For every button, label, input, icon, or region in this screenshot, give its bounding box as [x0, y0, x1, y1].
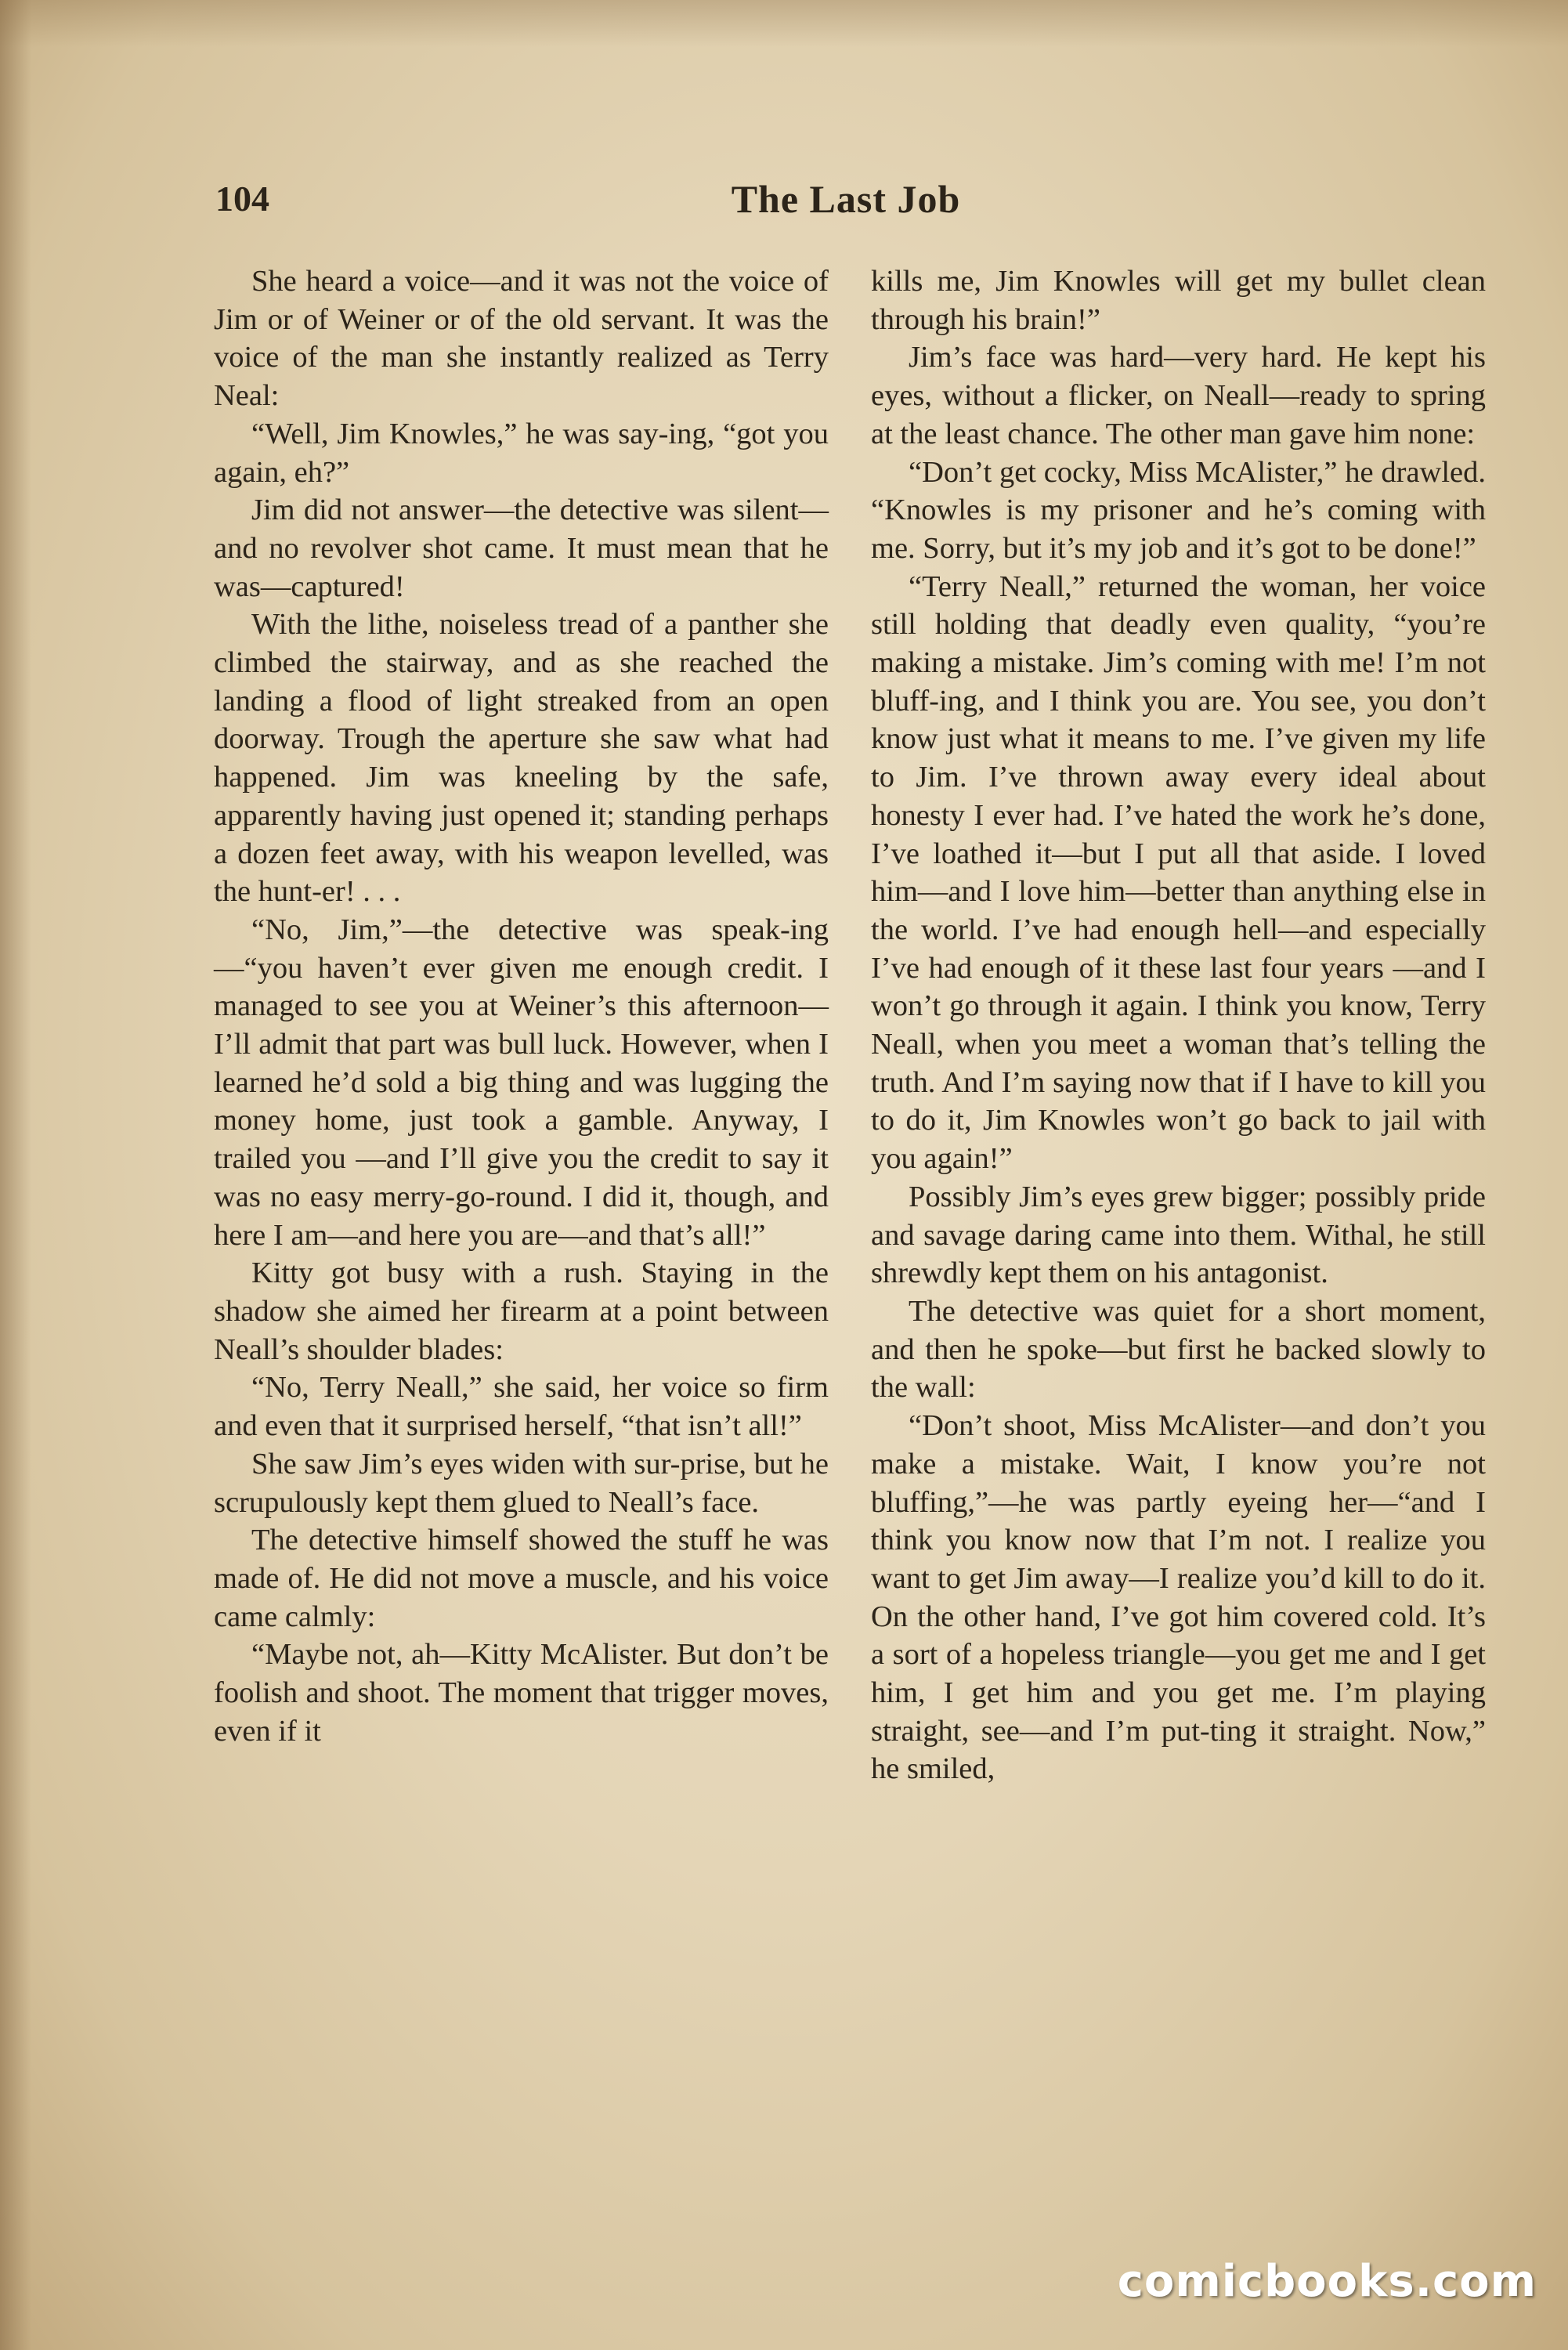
running-header — [215, 168, 1476, 230]
paragraph: The detective was quiet for a short moment, and then he spoke—but first he backed slowly to the wall: — [871, 1294, 1486, 1405]
left-text-column — [214, 262, 829, 1750]
paragraph: “Don’t shoot, Miss McAlister—and don’t you make a mistake. Wait, I know you’re not bluffing,”—he was partly eyeing her—“and I think you know now that I’m not. I realize you want to get Jim away—I realize you’d kill to do it. On the other hand, I’ve got him covered cold. It’s a sort of a hopeless triangle—you get me and I get him, I get him and you get me. I’m playing straight, see—and I’m put-ting it straight. Now,” he smiled, — [871, 1409, 1486, 1786]
paragraph: “No, Terry Neall,” she said, her voice so firm and even that it surprised herself, “that isn’t all!” — [214, 1371, 829, 1443]
paragraph: Jim did not answer—the detective was silent—and no revolver shot came. It must mean that he was—captured! — [214, 494, 829, 603]
page-number: 104 — [215, 179, 269, 219]
paragraph: “Don’t get cocky, Miss McAlister,” he drawled. “Knowles is my prisoner and he’s coming with me. Sorry, but it’s my job and it’s got to be done!” — [871, 455, 1486, 565]
paragraph: “Terry Neall,” returned the woman, her voice still holding that deadly even quality, “you’re making a mistake. Jim’s coming with me! I’m not bluff-ing, and I think you are. You see, you don’t know just what it means to me. I’ve given my life to Jim. I’ve thrown away every ideal about honesty I ever had. I’ve hated the work he’s done, I’ve loathed it—but I put all that aside. I loved him—and I love him—better than anything else in the world. I’ve had enough hell—and especially I’ve had enough of it these last four years —and I won’t go through it again. I think you know, Terry Neall, when you meet a woman that’s telling the truth. And I’m saying now that if I have to kill you to do it, Jim Knowles won’t go back to jail with you again!” — [871, 569, 1486, 1176]
paragraph: With the lithe, noiseless tread of a panther she climbed the stairway, and as she reached the landing a flood of light streaked from an open doorway. Trough the aperture she saw what had happened. Jim was kneeling by the safe, apparently having just opened it; standing perhaps a dozen feet away, with his weapon levelled, was the hunt-er! . . . — [214, 608, 829, 909]
paragraph: Kitty got busy with a rush. Staying in the shadow she aimed her firearm at a point between Neall’s shoulder blades: — [214, 1256, 829, 1366]
paragraph: “No, Jim,”—the detective was speak-ing—“you haven’t ever given me enough credit. I managed to see you at Weiner’s this afternoon—I’ll admit that part was bull luck. However, when I learned he’d sold a big thing and was lugging the money home, just took a gamble. Anyway, I trailed you —and I’ll give you the credit to say it was no easy merry-go-round. I did it, though, and here I am—and here you are—and that’s all!” — [214, 913, 829, 1252]
running-title: The Last Job — [731, 177, 961, 221]
paragraph: “Maybe not, ah—Kitty McAlister. But don’t be foolish and shoot. The moment that trigger moves, even if it — [214, 1638, 829, 1748]
paragraph-continued: kills me, Jim Knowles will get my bullet clean through his brain!” — [871, 265, 1486, 336]
paragraph: She heard a voice—and it was not the voice of Jim or of Weiner or of the old servant. It was the voice of the man she instantly realized as Terry Neal: — [214, 265, 829, 413]
page-edge-shadow — [0, 0, 31, 2350]
paragraph: Possibly Jim’s eyes grew bigger; possibly pride and savage daring came into them. Withal, he still shrewdly kept them on his antagonist. — [871, 1180, 1486, 1290]
site-watermark: comicbooks.com — [1117, 2256, 1537, 2307]
paragraph: The detective himself showed the stuff he was made of. He did not move a muscle, and his voice came calmly: — [214, 1524, 829, 1633]
page-top-shadow — [0, 0, 1568, 47]
right-text-column — [871, 262, 1486, 1788]
paragraph: She saw Jim’s eyes widen with sur-prise, but he scrupulously kept them glued to Neall’s face. — [214, 1447, 829, 1519]
paragraph: Jim’s face was hard—very hard. He kept his eyes, without a flicker, on Neall—ready to spring at the least chance. The other man gave him none: — [871, 341, 1486, 450]
paragraph: “Well, Jim Knowles,” he was say-ing, “got you again, eh?” — [214, 417, 829, 489]
